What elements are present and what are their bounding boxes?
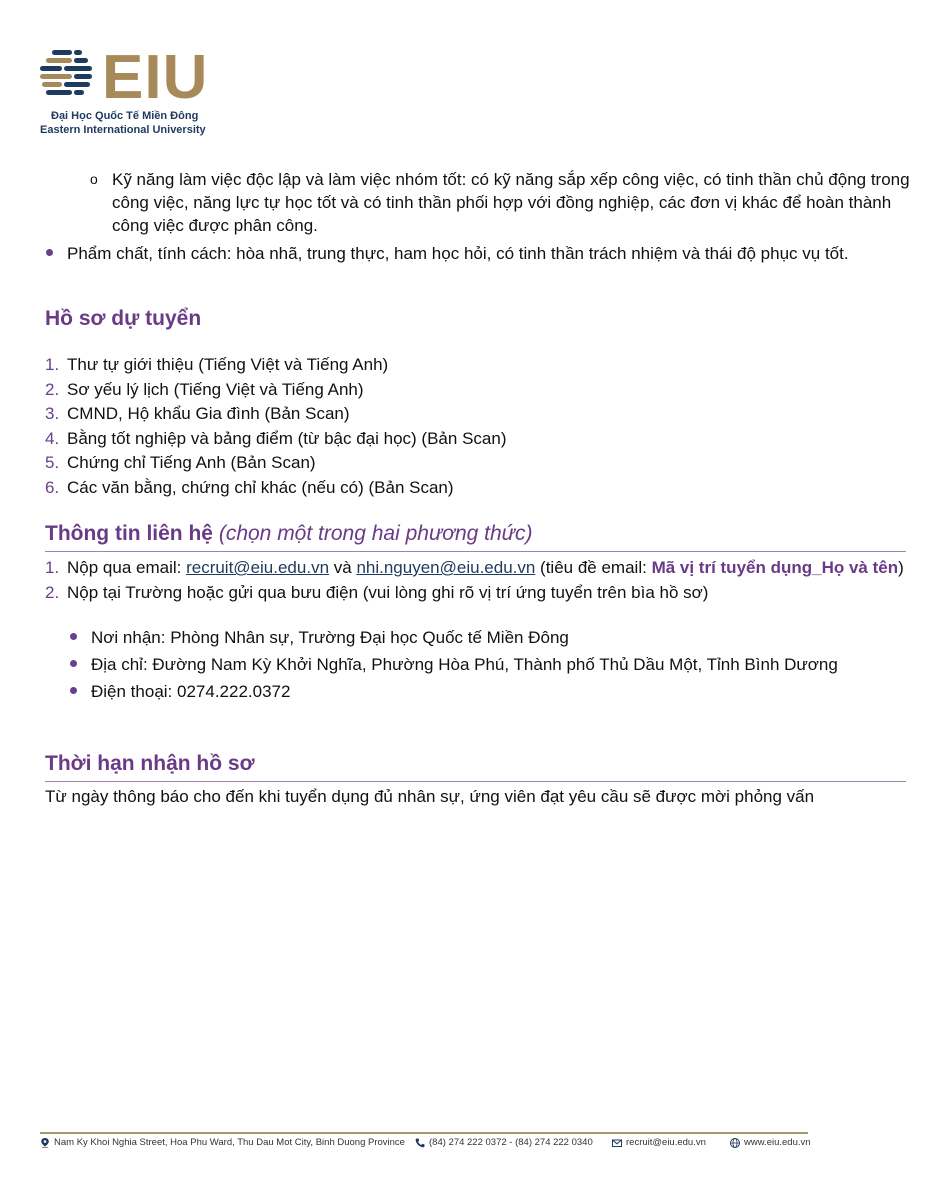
list-item: 4. Bằng tốt nghiệp và bảng điểm (từ bậc đại học) (Bản Scan) bbox=[45, 428, 507, 448]
requirement-bullet bbox=[44, 242, 914, 265]
contact-method-post: 2. Nộp tại Trường hoặc gửi qua bưu điện (vui lòng ghi rõ vị trí ứng tuyển trên bìa hồ sơ) bbox=[45, 583, 709, 602]
application-docs-list bbox=[45, 353, 506, 500]
logo-name-vietnamese: Đại Học Quốc Tế Miền Đông bbox=[51, 110, 199, 122]
email-link-recruit[interactable]: recruit@eiu.edu.vn bbox=[186, 558, 330, 577]
contact-heading-text: Thông tin liên hệ bbox=[45, 522, 213, 545]
footer-address: Nam Ky Khoi Nghia Street, Hoa Phu Ward, Thu Dau Mot City, Binh Duong Province bbox=[40, 1137, 405, 1148]
contact-detail-phone: Điện thoại: 0274.222.0372 bbox=[68, 678, 838, 705]
list-item: 1. Thư tự giới thiệu (Tiếng Việt và Tiếng Anh) bbox=[45, 355, 389, 374]
contact-detail-address: Địa chỉ: Đường Nam Kỳ Khởi Nghĩa, Phường Hòa Phú, Thành phố Thủ Dầu Một, Tỉnh Bình Dương bbox=[68, 651, 838, 678]
contact-detail-recipient: Nơi nhận: Phòng Nhân sự, Trường Đại học Quốc tế Miền Đông bbox=[68, 624, 838, 651]
logo-wordmark: EIU bbox=[102, 43, 209, 112]
footer-divider bbox=[40, 1132, 808, 1134]
hollow-circle-marker: o bbox=[90, 171, 98, 187]
contact-methods-list bbox=[45, 558, 910, 608]
list-item: 2. Sơ yếu lý lịch (Tiếng Việt và Tiếng Anh) bbox=[45, 379, 364, 399]
bullet-dot-icon bbox=[70, 687, 77, 694]
section-divider bbox=[45, 781, 906, 782]
deadline-text: Từ ngày thông báo cho đến khi tuyển dụng đủ nhân sự, ứng viên đạt yêu cầu sẽ được mời phỏng vấn bbox=[45, 787, 815, 806]
list-item: 6. Các văn bằng, chứng chỉ khác (nếu có) (Bản Scan) bbox=[45, 477, 454, 497]
bullet-dot-icon bbox=[46, 249, 53, 256]
globe-icon bbox=[730, 1138, 740, 1148]
bullet-dot-icon bbox=[70, 660, 77, 667]
requirement-sub-item bbox=[90, 168, 910, 237]
contact-details-list bbox=[68, 624, 838, 705]
envelope-icon bbox=[612, 1138, 622, 1148]
contact-method-email: 1. Nộp qua email: recruit@eiu.edu.vn và nhi.nguyen@eiu.edu.vn (tiêu đề email: Mã vị trí tuyển dụng_Họ và tên) bbox=[45, 558, 904, 577]
requirement-bullet-text: Phẩm chất, tính cách: hòa nhã, trung thực, ham học hỏi, có tinh thần trách nhiệm và thái độ phục vụ tốt. bbox=[67, 244, 849, 263]
email-subject-format: Mã vị trí tuyển dụng_Họ và tên bbox=[651, 558, 899, 577]
section-divider bbox=[45, 551, 906, 552]
section-heading-application-docs: Hồ sơ dự tuyển bbox=[45, 307, 202, 330]
email-link-nhi-nguyen[interactable]: nhi.nguyen@eiu.edu.vn bbox=[356, 558, 536, 577]
location-pin-icon bbox=[40, 1138, 50, 1148]
bullet-dot-icon bbox=[70, 633, 77, 640]
footer-website: www.eiu.edu.vn bbox=[730, 1137, 811, 1148]
requirement-sub-item-text: Kỹ năng làm việc độc lập và làm việc nhóm tốt: có kỹ năng sắp xếp công việc, có tinh thần chủ động trong công việc, năng lực tự học tốt và có tinh thần phối hợp với đồng nghiệp, các đơn vị khác để hoàn thành công việc được phân công. bbox=[112, 170, 910, 235]
eiu-logo bbox=[38, 43, 213, 140]
contact-heading-note: (chọn một trong hai phương thức) bbox=[218, 522, 533, 545]
list-item: 5. Chứng chỉ Tiếng Anh (Bản Scan) bbox=[45, 453, 316, 472]
list-item: 3. CMND, Hộ khẩu Gia đình (Bản Scan) bbox=[45, 404, 350, 423]
footer-phone: (84) 274 222 0372 - (84) 274 222 0340 bbox=[415, 1137, 593, 1148]
logo-stripes-icon bbox=[40, 50, 96, 102]
phone-icon bbox=[415, 1138, 425, 1148]
section-heading-contact bbox=[45, 522, 532, 546]
logo-name-english: Eastern International University bbox=[40, 124, 206, 136]
footer-email: recruit@eiu.edu.vn bbox=[612, 1137, 706, 1148]
section-heading-deadline: Thời hạn nhận hồ sơ bbox=[45, 752, 255, 775]
